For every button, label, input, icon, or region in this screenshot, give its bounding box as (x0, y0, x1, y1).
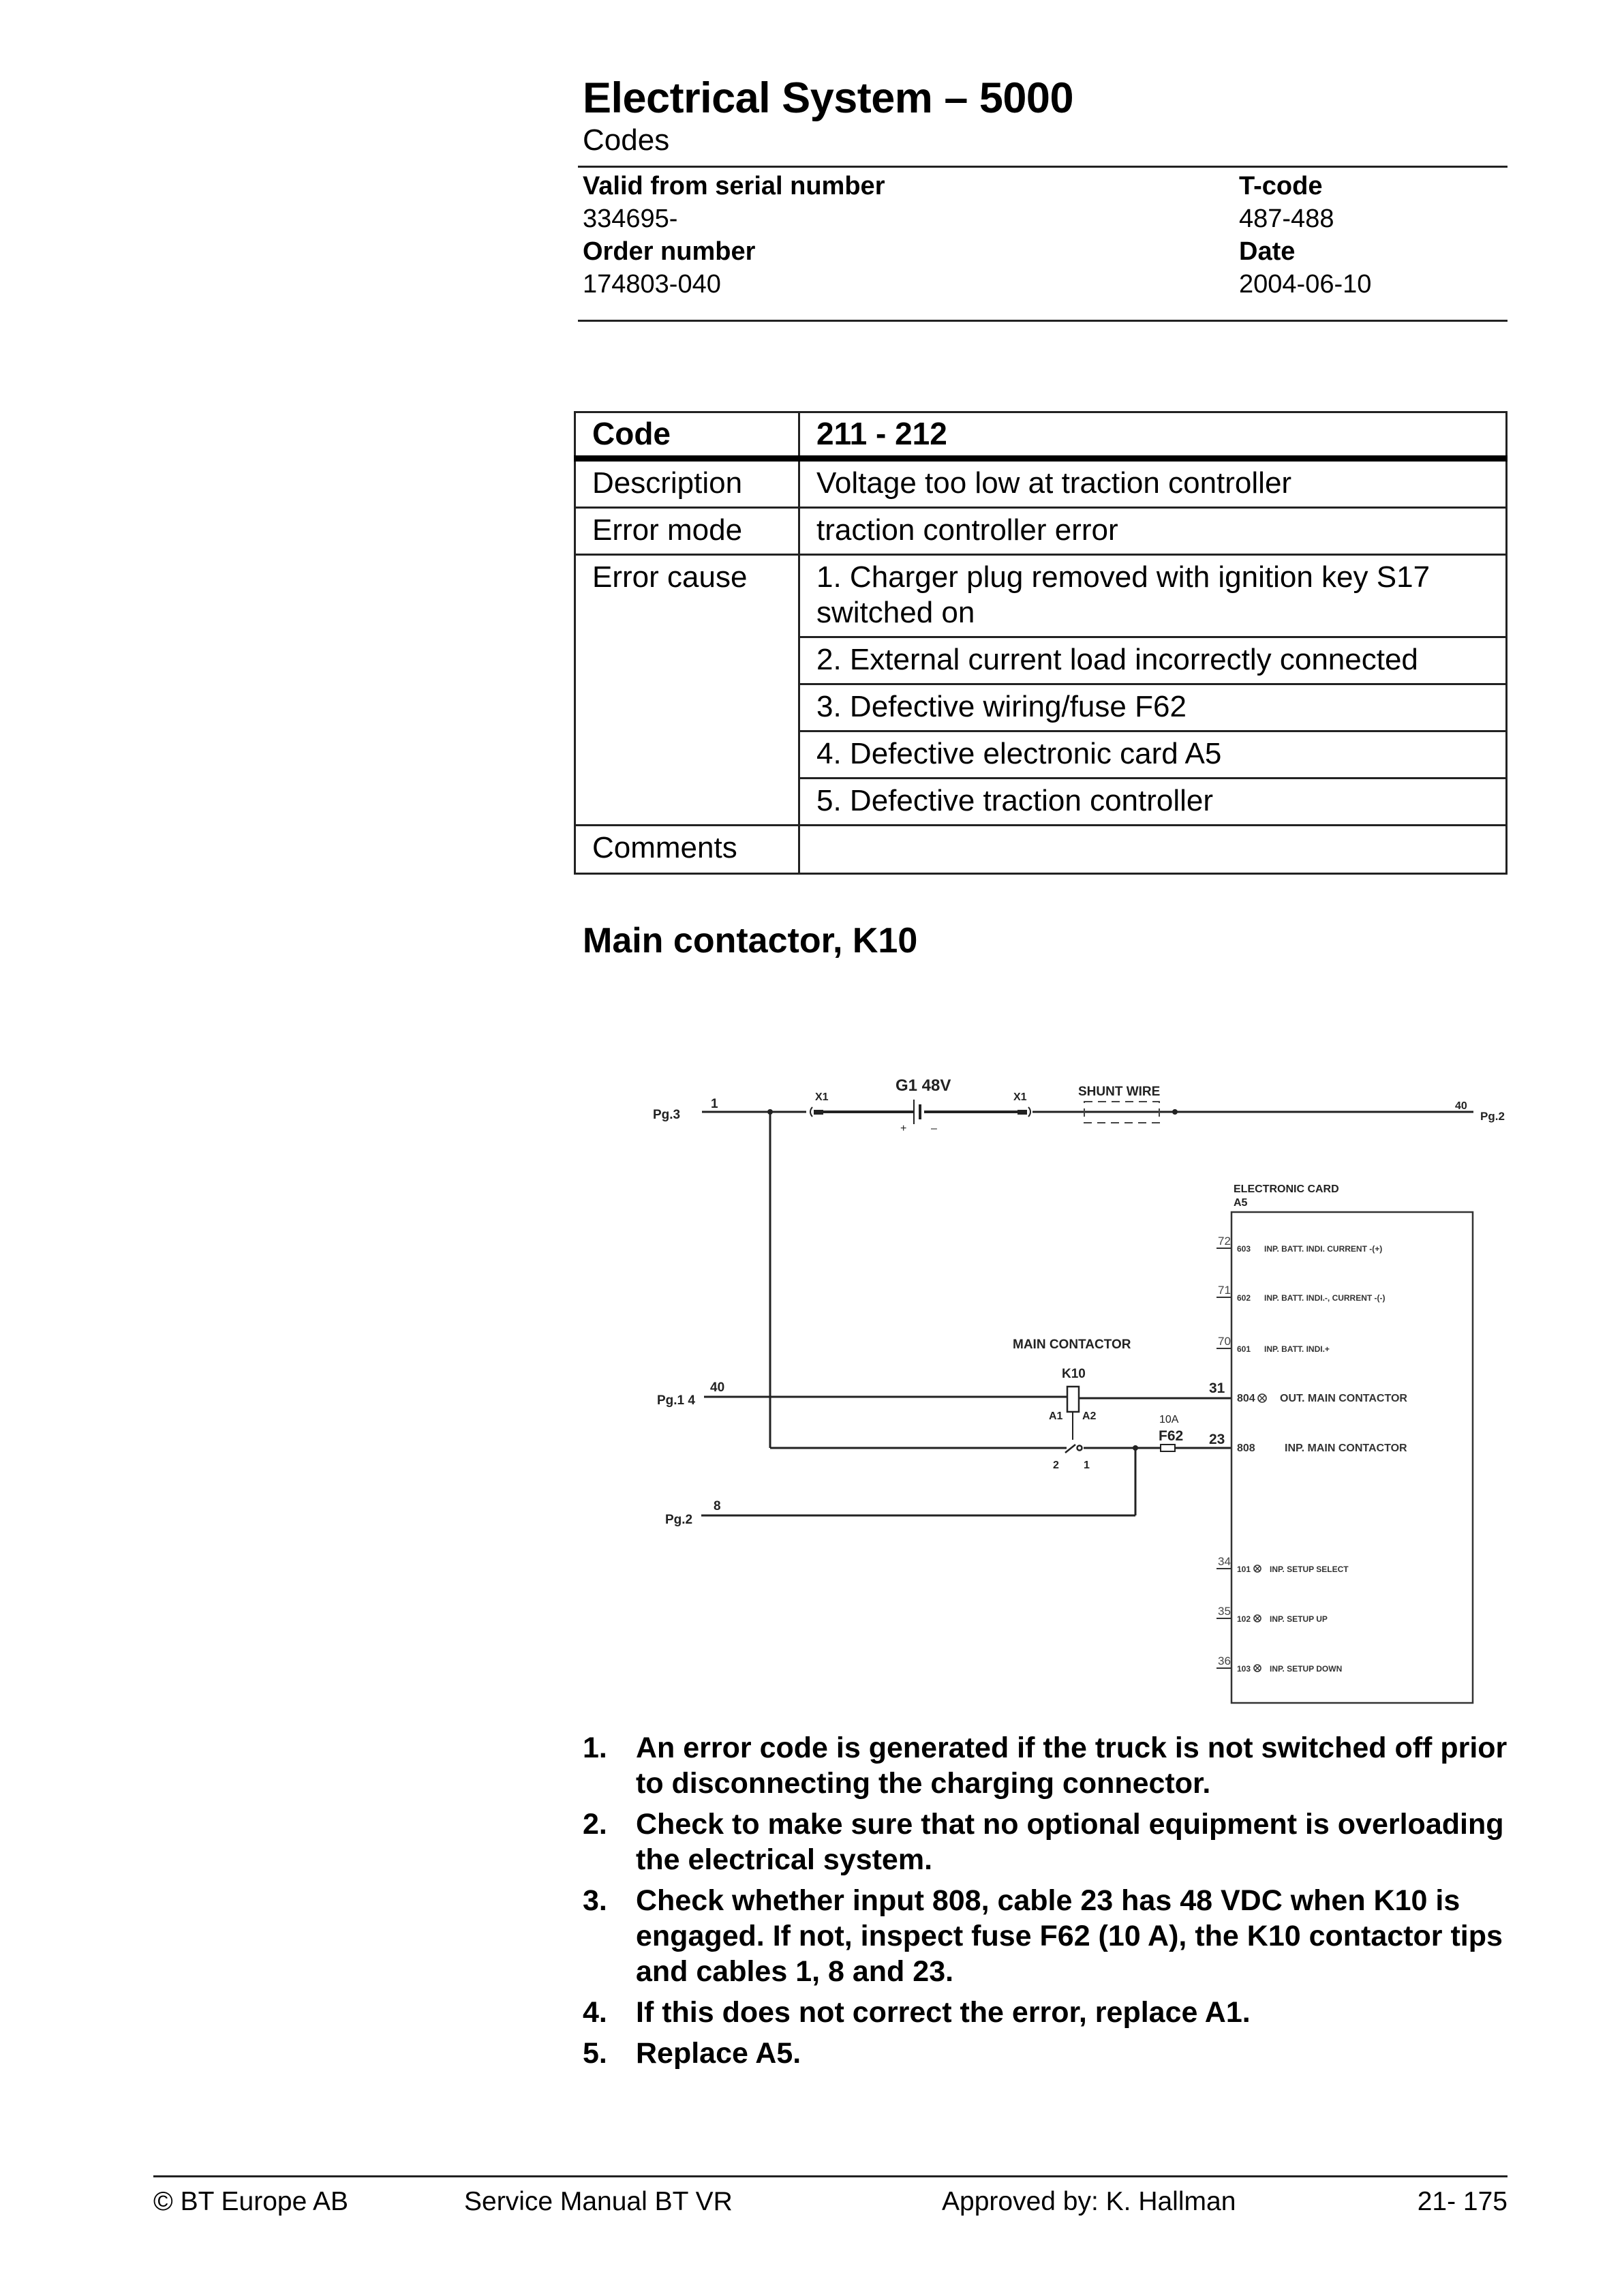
contactor-label: MAIN CONTACTOR (1013, 1338, 1131, 1352)
junction-dot (1133, 1445, 1138, 1451)
step-number: 3. (583, 1884, 607, 1917)
footer-page-number: 21- 175 (1417, 2187, 1508, 2216)
step-number: 1. (583, 1732, 607, 1764)
error-cause-item: 1. Charger plug removed with ignition key S17 switched on (799, 555, 1507, 637)
fuse-id: F62 (1159, 1428, 1184, 1444)
error-mode-value: traction controller error (799, 508, 1507, 555)
card-pin-row (1216, 1655, 1342, 1674)
card-pin-row (1216, 1605, 1328, 1624)
junction-dot (767, 1109, 773, 1115)
pin-function-label: INP. SETUP SELECT (1270, 1565, 1349, 1574)
page-ref-top-right: Pg.2 (1480, 1110, 1505, 1123)
error-cause-item: 2. External current load incorrectly connected (799, 637, 1507, 684)
wires (701, 1112, 1473, 1515)
step-item (583, 1730, 1523, 1801)
pin-number: 601 (1237, 1344, 1251, 1354)
battery-label: G1 48V (896, 1076, 951, 1095)
contactor-id: K10 (1062, 1367, 1086, 1381)
page-ref-mid-left: Pg.1 4 (657, 1393, 695, 1408)
connector-x1-right-icon (1017, 1107, 1030, 1117)
electronic-card-box (1231, 1212, 1473, 1703)
pin-number: 102 (1237, 1614, 1251, 1624)
contact-1-label: 1 (1084, 1460, 1090, 1471)
card-pin-row (1216, 1335, 1330, 1354)
k10-coil-icon (1067, 1387, 1079, 1412)
comments-label: Comments (575, 826, 799, 874)
card-id: A5 (1234, 1197, 1248, 1209)
wire-number-coil-out: 31 (1209, 1380, 1225, 1396)
error-mode-label: Error mode (575, 508, 799, 555)
battery-plus: + (900, 1123, 907, 1134)
footer-copyright: © BT Europe AB (153, 2187, 349, 2216)
order-value: 174803-040 (583, 270, 721, 299)
connector-x1-left-icon (810, 1107, 823, 1117)
pin-number: 103 (1237, 1664, 1251, 1674)
pin-number: 808 (1237, 1442, 1255, 1454)
description-label: Description (575, 459, 799, 508)
fuse-f62-icon (1161, 1445, 1175, 1451)
description-value: Voltage too low at traction controller (799, 459, 1507, 508)
date-value: 2004-06-10 (1239, 270, 1372, 299)
pin-wire-number: 35 (1218, 1605, 1231, 1618)
pin-marker-cross (1259, 1395, 1264, 1400)
pin-wire-number: 70 (1218, 1335, 1231, 1348)
battery-minus: – (931, 1123, 937, 1134)
footer-manual: Service Manual BT VR (464, 2187, 733, 2216)
pin-number: 101 (1237, 1565, 1251, 1574)
pin-function-label: INP. SETUP UP (1270, 1614, 1328, 1624)
footer-approved: Approved by: K. Hallman (942, 2187, 1236, 2216)
pin-function-label: INP. BATT. INDI.-, CURRENT -(-) (1264, 1293, 1386, 1303)
wire-number-bottom-left: 8 (714, 1499, 721, 1513)
date-label: Date (1239, 237, 1296, 266)
step-text: Check whether input 808, cable 23 has 48 VDC when K10 is engaged. If not, inspect fuse F62 (10 A), the K10 contactor tips and cables 1, 8 and 23. (636, 1884, 1503, 1988)
card-pin-row (1216, 1284, 1386, 1303)
wire-number-top-right: 40 (1455, 1100, 1467, 1112)
troubleshooting-steps (583, 1730, 1523, 2076)
pin-marker-cross (1255, 1616, 1259, 1620)
connector-x1-left-label: X1 (815, 1091, 829, 1103)
pin-function-label: INP. BATT. INDI.+ (1264, 1344, 1330, 1354)
page-title: Electrical System – 5000 (583, 74, 1074, 122)
step-text: An error code is generated if the truck is not switched off prior to disconnecting the charging connector. (636, 1732, 1508, 1800)
pin-wire-number: 71 (1218, 1284, 1231, 1297)
serial-label: Valid from serial number (583, 172, 885, 200)
pin-marker-cross (1255, 1567, 1259, 1571)
tcode-value: 487-488 (1239, 205, 1334, 233)
error-cause-item: 4. Defective electronic card A5 (799, 731, 1507, 779)
battery-icon (914, 1100, 920, 1124)
card-pin-row (1237, 1393, 1407, 1404)
pin-number: 804 (1237, 1393, 1255, 1404)
error-cause-item: 3. Defective wiring/fuse F62 (799, 684, 1507, 731)
step-item (583, 1883, 1523, 1989)
junction-dot (1172, 1109, 1178, 1115)
order-label: Order number (583, 237, 756, 266)
pin-wire-number: 72 (1218, 1235, 1231, 1248)
footer-rule (153, 2175, 1508, 2177)
serial-value: 334695- (583, 205, 678, 233)
error-cause-label: Error cause (575, 555, 799, 826)
pin-marker-cross (1255, 1666, 1259, 1670)
card-pin-row (1237, 1442, 1407, 1454)
step-text: If this does not correct the error, replace A1. (636, 1996, 1251, 2029)
step-text: Check to make sure that no optional equipment is overloading the electrical system. (636, 1808, 1504, 1876)
step-item (583, 1995, 1523, 2030)
shunt-wire-label: SHUNT WIRE (1078, 1085, 1161, 1099)
wire-number-mid-left: 40 (710, 1380, 725, 1395)
fuse-rating: 10A (1159, 1414, 1179, 1425)
connector-x1-right-label: X1 (1013, 1091, 1027, 1103)
coil-a1-label: A1 (1049, 1410, 1063, 1422)
contact-2-label: 2 (1053, 1460, 1059, 1471)
card-pin-row (1216, 1235, 1382, 1254)
pin-number: 603 (1237, 1244, 1251, 1254)
pin-function-label: INP. BATT. INDI. CURRENT -(+) (1264, 1244, 1383, 1254)
step-text: Replace A5. (636, 2037, 801, 2070)
step-number: 5. (583, 2037, 607, 2070)
pin-wire-number: 36 (1218, 1655, 1231, 1667)
error-cause-item: 5. Defective traction controller (799, 779, 1507, 826)
code-value: 211 - 212 (799, 412, 1507, 459)
wire-number-fuse-out: 23 (1209, 1432, 1225, 1447)
pin-function-label: INP. SETUP DOWN (1270, 1664, 1343, 1674)
step-number: 4. (583, 1996, 607, 2029)
step-item (583, 2036, 1523, 2071)
page-ref-bottom-left: Pg.2 (665, 1513, 693, 1527)
code-label: Code (575, 412, 799, 459)
pin-function-label: OUT. MAIN CONTACTOR (1280, 1393, 1407, 1404)
card-pin-row (1216, 1555, 1349, 1574)
step-item (583, 1807, 1523, 1877)
page-subtitle: Codes (583, 123, 670, 157)
page-ref-top-left: Pg.3 (653, 1108, 681, 1122)
pin-wire-number: 34 (1218, 1555, 1231, 1568)
wire-number-top-left: 1 (711, 1097, 718, 1111)
k10-contact-icon (1065, 1445, 1082, 1453)
card-pins (1216, 1235, 1407, 1674)
tcode-label: T-code (1239, 172, 1323, 200)
pin-function-label: INP. MAIN CONTACTOR (1285, 1442, 1407, 1454)
coil-a2-label: A2 (1082, 1410, 1097, 1422)
section-title: Main contactor, K10 (583, 921, 918, 961)
card-label: ELECTRONIC CARD (1234, 1183, 1339, 1195)
pin-number: 602 (1237, 1293, 1251, 1303)
step-number: 2. (583, 1808, 607, 1841)
